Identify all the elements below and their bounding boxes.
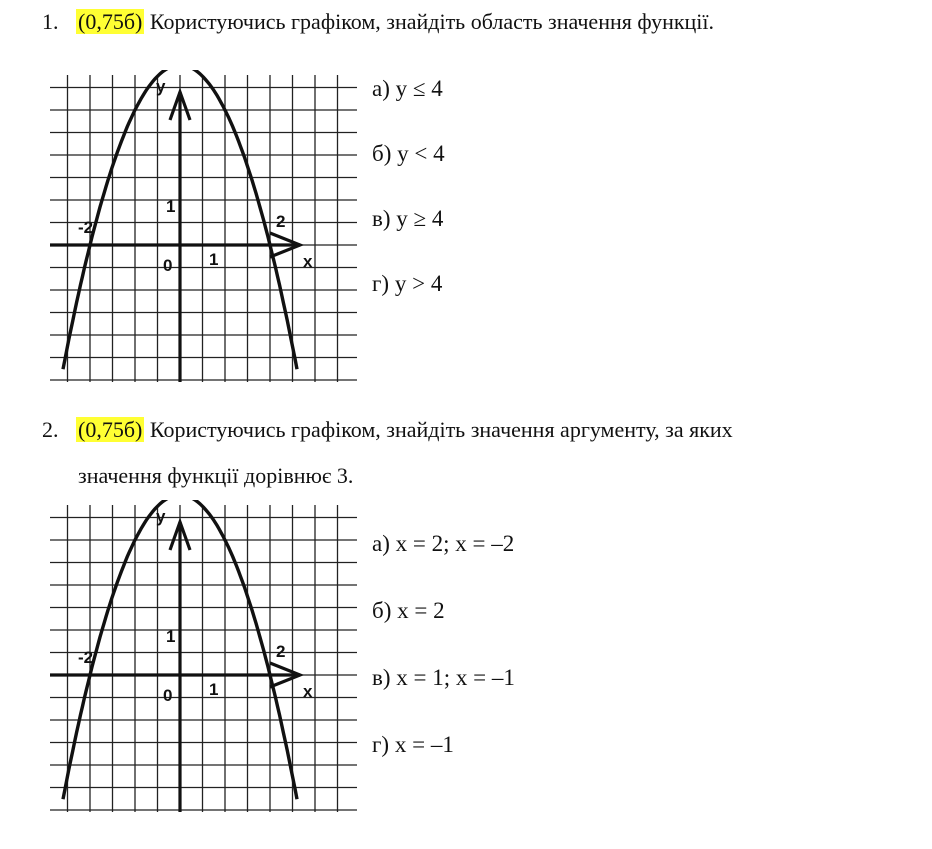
tick-label-x-minus-2: -2 <box>78 648 94 667</box>
tick-label-x-1: 1 <box>209 680 219 699</box>
tick-label-y-1: 1 <box>166 627 176 646</box>
tick-label-x-2: 2 <box>276 212 286 231</box>
question-2-text <box>42 416 733 444</box>
answer-option-b[interactable]: б) y < 4 <box>372 141 445 166</box>
answer-option-a[interactable]: а) y ≤ 4 <box>372 76 443 101</box>
answer-option-d[interactable]: г) x = –1 <box>372 732 454 757</box>
tick-label-y-4 <box>200 70 210 71</box>
answer-option-d[interactable]: г) y > 4 <box>372 271 443 296</box>
points-badge: (0,75б) <box>78 417 143 442</box>
question-text: Користуючись графіком, знайдіть область значення функції. <box>144 9 715 34</box>
parabola-graph <box>45 70 365 390</box>
question-text: значення функції дорівнює 3. <box>78 463 354 488</box>
tick-label-y-4 <box>200 500 210 501</box>
y-axis-label: y <box>156 507 166 526</box>
answer-option-c[interactable]: в) y ≥ 4 <box>372 206 444 231</box>
tick-label-y-1: 1 <box>166 197 176 216</box>
answer-option-c[interactable]: в) x = 1; x = –1 <box>372 665 515 690</box>
tick-label-x-1: 1 <box>209 250 219 269</box>
origin-label: 0 <box>163 256 173 275</box>
x-axis-label: x <box>303 682 313 701</box>
tick-label-x-2: 2 <box>276 642 286 661</box>
x-axis-label: x <box>303 252 313 271</box>
answer-option-a[interactable]: а) x = 2; x = –2 <box>372 531 515 556</box>
question-text: Користуючись графіком, знайдіть значення аргументу, за яких <box>144 417 733 442</box>
question-2-text-continued <box>78 462 353 490</box>
tick-label-x-minus-2: -2 <box>78 218 94 237</box>
y-axis-label: y <box>156 77 166 96</box>
origin-label: 0 <box>163 686 173 705</box>
question-number: 2. <box>42 417 59 442</box>
answer-option-b[interactable]: б) x = 2 <box>372 598 445 623</box>
points-badge: (0,75б) <box>78 9 143 34</box>
question-1-text <box>42 8 714 36</box>
parabola-graph <box>45 500 365 820</box>
question-number: 1. <box>42 9 59 34</box>
